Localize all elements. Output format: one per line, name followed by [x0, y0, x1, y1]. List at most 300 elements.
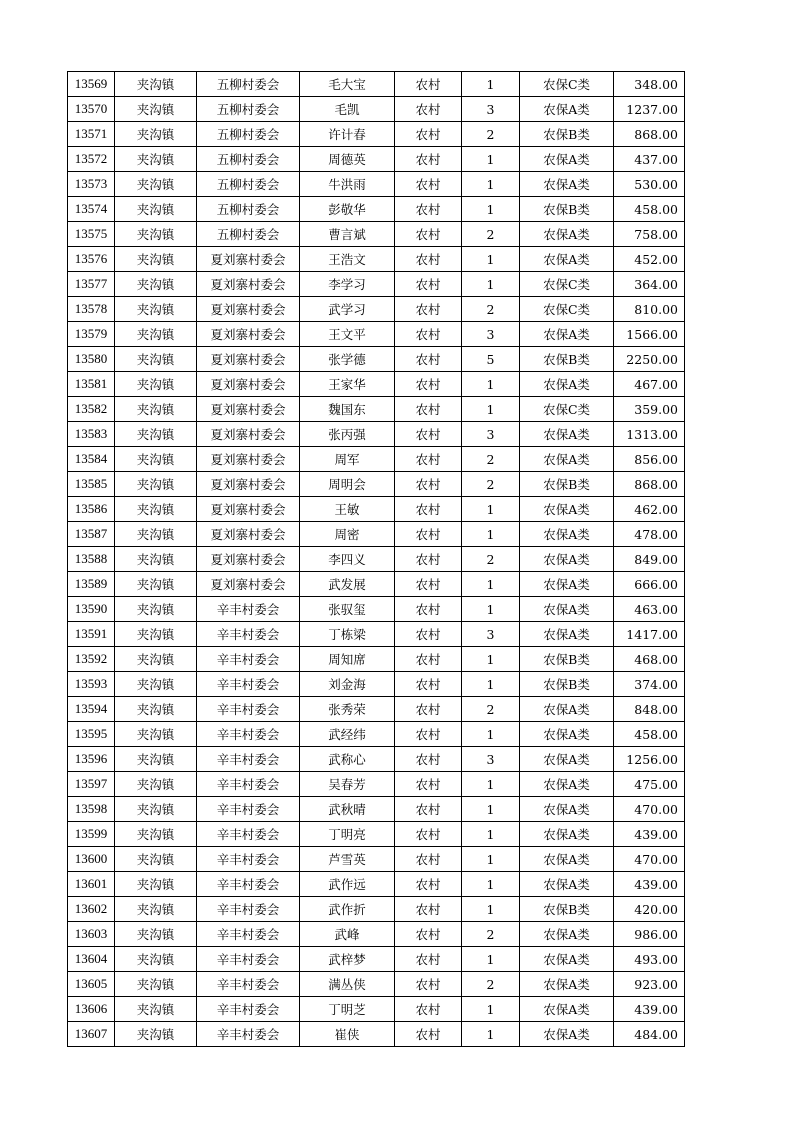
table-row [68, 522, 685, 547]
cell-amount: 758.00 [614, 222, 685, 247]
cell-household-size: 1 [462, 172, 520, 197]
cell-amount: 475.00 [614, 772, 685, 797]
table-row [68, 397, 685, 422]
cell-insurance-class: 农保A类 [520, 522, 614, 547]
cell-insurance-class: 农保A类 [520, 747, 614, 772]
cell-town: 夹沟镇 [115, 597, 197, 622]
table-row [68, 547, 685, 572]
cell-area-type: 农村 [395, 72, 462, 97]
table-row [68, 497, 685, 522]
cell-name: 满丛侠 [300, 972, 395, 997]
cell-town: 夹沟镇 [115, 972, 197, 997]
cell-household-size: 1 [462, 247, 520, 272]
table-body [68, 72, 685, 1047]
table-row [68, 847, 685, 872]
cell-insurance-class: 农保B类 [520, 347, 614, 372]
cell-record-id: 13582 [68, 397, 115, 422]
cell-area-type: 农村 [395, 572, 462, 597]
cell-town: 夹沟镇 [115, 772, 197, 797]
table-row [68, 97, 685, 122]
cell-village: 辛丰村委会 [197, 647, 300, 672]
cell-name: 牛洪雨 [300, 172, 395, 197]
cell-record-id: 13603 [68, 922, 115, 947]
cell-village: 夏刘寨村委会 [197, 522, 300, 547]
cell-amount: 463.00 [614, 597, 685, 622]
cell-record-id: 13585 [68, 472, 115, 497]
cell-area-type: 农村 [395, 697, 462, 722]
cell-town: 夹沟镇 [115, 672, 197, 697]
cell-record-id: 13581 [68, 372, 115, 397]
cell-village: 辛丰村委会 [197, 597, 300, 622]
cell-village: 辛丰村委会 [197, 947, 300, 972]
cell-amount: 470.00 [614, 797, 685, 822]
cell-record-id: 13593 [68, 672, 115, 697]
cell-insurance-class: 农保A类 [520, 872, 614, 897]
table-row [68, 297, 685, 322]
cell-village: 五柳村委会 [197, 72, 300, 97]
cell-area-type: 农村 [395, 647, 462, 672]
cell-household-size: 1 [462, 397, 520, 422]
cell-record-id: 13588 [68, 547, 115, 572]
cell-amount: 458.00 [614, 722, 685, 747]
cell-name: 武峰 [300, 922, 395, 947]
table-row [68, 797, 685, 822]
cell-village: 辛丰村委会 [197, 1022, 300, 1047]
cell-town: 夹沟镇 [115, 397, 197, 422]
cell-amount: 868.00 [614, 472, 685, 497]
table-row [68, 697, 685, 722]
cell-area-type: 农村 [395, 297, 462, 322]
cell-area-type: 农村 [395, 597, 462, 622]
cell-name: 吴春芳 [300, 772, 395, 797]
cell-town: 夹沟镇 [115, 997, 197, 1022]
cell-insurance-class: 农保B类 [520, 672, 614, 697]
cell-record-id: 13587 [68, 522, 115, 547]
cell-area-type: 农村 [395, 547, 462, 572]
cell-insurance-class: 农保A类 [520, 622, 614, 647]
cell-town: 夹沟镇 [115, 822, 197, 847]
cell-household-size: 1 [462, 522, 520, 547]
cell-amount: 437.00 [614, 147, 685, 172]
cell-village: 五柳村委会 [197, 122, 300, 147]
cell-insurance-class: 农保A类 [520, 572, 614, 597]
cell-household-size: 5 [462, 347, 520, 372]
cell-town: 夹沟镇 [115, 272, 197, 297]
cell-name: 武经纬 [300, 722, 395, 747]
cell-insurance-class: 农保A类 [520, 597, 614, 622]
cell-insurance-class: 农保B类 [520, 122, 614, 147]
cell-area-type: 农村 [395, 847, 462, 872]
cell-insurance-class: 农保C类 [520, 72, 614, 97]
cell-record-id: 13604 [68, 947, 115, 972]
cell-record-id: 13597 [68, 772, 115, 797]
cell-town: 夹沟镇 [115, 697, 197, 722]
cell-household-size: 1 [462, 947, 520, 972]
cell-village: 辛丰村委会 [197, 972, 300, 997]
cell-name: 周军 [300, 447, 395, 472]
cell-town: 夹沟镇 [115, 322, 197, 347]
cell-name: 武称心 [300, 747, 395, 772]
cell-name: 李学习 [300, 272, 395, 297]
table-row [68, 447, 685, 472]
cell-insurance-class: 农保A类 [520, 247, 614, 272]
table-row [68, 922, 685, 947]
cell-record-id: 13602 [68, 897, 115, 922]
cell-town: 夹沟镇 [115, 547, 197, 572]
cell-name: 武梓梦 [300, 947, 395, 972]
cell-household-size: 2 [462, 547, 520, 572]
cell-amount: 666.00 [614, 572, 685, 597]
cell-area-type: 农村 [395, 997, 462, 1022]
cell-household-size: 1 [462, 822, 520, 847]
cell-household-size: 2 [462, 922, 520, 947]
cell-insurance-class: 农保B类 [520, 647, 614, 672]
cell-village: 辛丰村委会 [197, 822, 300, 847]
cell-area-type: 农村 [395, 772, 462, 797]
cell-record-id: 13606 [68, 997, 115, 1022]
cell-name: 王文平 [300, 322, 395, 347]
cell-name: 丁明芝 [300, 997, 395, 1022]
cell-area-type: 农村 [395, 147, 462, 172]
cell-village: 五柳村委会 [197, 147, 300, 172]
table-row [68, 322, 685, 347]
cell-record-id: 13578 [68, 297, 115, 322]
cell-town: 夹沟镇 [115, 497, 197, 522]
cell-name: 王敏 [300, 497, 395, 522]
cell-amount: 452.00 [614, 247, 685, 272]
cell-area-type: 农村 [395, 172, 462, 197]
cell-amount: 849.00 [614, 547, 685, 572]
cell-area-type: 农村 [395, 722, 462, 747]
table-row [68, 947, 685, 972]
cell-insurance-class: 农保A类 [520, 922, 614, 947]
cell-village: 辛丰村委会 [197, 847, 300, 872]
cell-insurance-class: 农保A类 [520, 797, 614, 822]
cell-area-type: 农村 [395, 672, 462, 697]
cell-record-id: 13570 [68, 97, 115, 122]
cell-amount: 478.00 [614, 522, 685, 547]
cell-household-size: 1 [462, 997, 520, 1022]
cell-name: 王家华 [300, 372, 395, 397]
cell-amount: 1313.00 [614, 422, 685, 447]
cell-amount: 1237.00 [614, 97, 685, 122]
cell-name: 彭敬华 [300, 197, 395, 222]
cell-amount: 1417.00 [614, 622, 685, 647]
cell-record-id: 13607 [68, 1022, 115, 1047]
cell-name: 武发展 [300, 572, 395, 597]
cell-area-type: 农村 [395, 947, 462, 972]
cell-amount: 462.00 [614, 497, 685, 522]
cell-name: 崔侠 [300, 1022, 395, 1047]
cell-name: 魏国东 [300, 397, 395, 422]
cell-village: 辛丰村委会 [197, 622, 300, 647]
cell-amount: 439.00 [614, 872, 685, 897]
cell-town: 夹沟镇 [115, 622, 197, 647]
cell-name: 丁栋梁 [300, 622, 395, 647]
cell-amount: 493.00 [614, 947, 685, 972]
cell-town: 夹沟镇 [115, 447, 197, 472]
cell-village: 夏刘寨村委会 [197, 247, 300, 272]
cell-town: 夹沟镇 [115, 947, 197, 972]
cell-village: 夏刘寨村委会 [197, 547, 300, 572]
cell-name: 毛凯 [300, 97, 395, 122]
cell-insurance-class: 农保A类 [520, 772, 614, 797]
cell-area-type: 农村 [395, 397, 462, 422]
table-row [68, 647, 685, 672]
cell-record-id: 13572 [68, 147, 115, 172]
cell-town: 夹沟镇 [115, 1022, 197, 1047]
cell-household-size: 1 [462, 772, 520, 797]
cell-record-id: 13579 [68, 322, 115, 347]
cell-name: 芦雪英 [300, 847, 395, 872]
cell-name: 毛大宝 [300, 72, 395, 97]
cell-town: 夹沟镇 [115, 847, 197, 872]
cell-insurance-class: 农保A类 [520, 722, 614, 747]
table-row [68, 997, 685, 1022]
cell-insurance-class: 农保A类 [520, 222, 614, 247]
cell-village: 夏刘寨村委会 [197, 572, 300, 597]
cell-town: 夹沟镇 [115, 422, 197, 447]
cell-town: 夹沟镇 [115, 797, 197, 822]
cell-name: 王浩文 [300, 247, 395, 272]
cell-name: 刘金海 [300, 672, 395, 697]
cell-village: 辛丰村委会 [197, 722, 300, 747]
cell-household-size: 1 [462, 897, 520, 922]
cell-insurance-class: 农保A类 [520, 422, 614, 447]
cell-household-size: 3 [462, 322, 520, 347]
cell-insurance-class: 农保A类 [520, 947, 614, 972]
cell-name: 武秋晴 [300, 797, 395, 822]
cell-record-id: 13591 [68, 622, 115, 647]
data-table [67, 71, 685, 1047]
table-row [68, 1022, 685, 1047]
cell-area-type: 农村 [395, 272, 462, 297]
cell-village: 夏刘寨村委会 [197, 322, 300, 347]
cell-amount: 868.00 [614, 122, 685, 147]
table-row [68, 422, 685, 447]
table-row [68, 747, 685, 772]
cell-area-type: 农村 [395, 122, 462, 147]
cell-insurance-class: 农保A类 [520, 147, 614, 172]
cell-village: 夏刘寨村委会 [197, 347, 300, 372]
cell-town: 夹沟镇 [115, 172, 197, 197]
cell-household-size: 1 [462, 572, 520, 597]
cell-insurance-class: 农保A类 [520, 497, 614, 522]
cell-town: 夹沟镇 [115, 222, 197, 247]
cell-insurance-class: 农保A类 [520, 172, 614, 197]
cell-area-type: 农村 [395, 322, 462, 347]
cell-village: 辛丰村委会 [197, 697, 300, 722]
cell-area-type: 农村 [395, 822, 462, 847]
cell-amount: 856.00 [614, 447, 685, 472]
cell-amount: 374.00 [614, 672, 685, 697]
cell-insurance-class: 农保A类 [520, 372, 614, 397]
cell-village: 辛丰村委会 [197, 747, 300, 772]
cell-village: 辛丰村委会 [197, 772, 300, 797]
table-row [68, 372, 685, 397]
cell-household-size: 1 [462, 722, 520, 747]
cell-town: 夹沟镇 [115, 522, 197, 547]
cell-town: 夹沟镇 [115, 722, 197, 747]
cell-village: 夏刘寨村委会 [197, 497, 300, 522]
cell-name: 武学习 [300, 297, 395, 322]
cell-insurance-class: 农保A类 [520, 1022, 614, 1047]
cell-household-size: 1 [462, 647, 520, 672]
cell-village: 夏刘寨村委会 [197, 272, 300, 297]
cell-town: 夹沟镇 [115, 297, 197, 322]
table-row [68, 347, 685, 372]
cell-household-size: 2 [462, 697, 520, 722]
cell-area-type: 农村 [395, 922, 462, 947]
cell-area-type: 农村 [395, 872, 462, 897]
cell-town: 夹沟镇 [115, 347, 197, 372]
cell-town: 夹沟镇 [115, 372, 197, 397]
cell-area-type: 农村 [395, 347, 462, 372]
cell-town: 夹沟镇 [115, 147, 197, 172]
cell-amount: 848.00 [614, 697, 685, 722]
table-row [68, 247, 685, 272]
cell-record-id: 13574 [68, 197, 115, 222]
cell-village: 辛丰村委会 [197, 922, 300, 947]
cell-household-size: 2 [462, 297, 520, 322]
cell-household-size: 3 [462, 622, 520, 647]
cell-record-id: 13576 [68, 247, 115, 272]
cell-name: 周明会 [300, 472, 395, 497]
table-row [68, 122, 685, 147]
cell-household-size: 2 [462, 472, 520, 497]
cell-amount: 420.00 [614, 897, 685, 922]
cell-household-size: 3 [462, 422, 520, 447]
table-row [68, 172, 685, 197]
cell-area-type: 农村 [395, 447, 462, 472]
cell-record-id: 13592 [68, 647, 115, 672]
cell-amount: 1256.00 [614, 747, 685, 772]
cell-name: 张秀荣 [300, 697, 395, 722]
cell-name: 张丙强 [300, 422, 395, 447]
cell-amount: 439.00 [614, 822, 685, 847]
cell-insurance-class: 农保A类 [520, 322, 614, 347]
cell-insurance-class: 农保B类 [520, 472, 614, 497]
table-row [68, 72, 685, 97]
cell-record-id: 13596 [68, 747, 115, 772]
cell-household-size: 1 [462, 197, 520, 222]
cell-town: 夹沟镇 [115, 197, 197, 222]
cell-town: 夹沟镇 [115, 572, 197, 597]
cell-village: 夏刘寨村委会 [197, 472, 300, 497]
cell-area-type: 农村 [395, 497, 462, 522]
cell-village: 辛丰村委会 [197, 872, 300, 897]
cell-town: 夹沟镇 [115, 472, 197, 497]
cell-village: 夏刘寨村委会 [197, 447, 300, 472]
cell-village: 辛丰村委会 [197, 797, 300, 822]
cell-town: 夹沟镇 [115, 747, 197, 772]
cell-insurance-class: 农保A类 [520, 997, 614, 1022]
cell-insurance-class: 农保A类 [520, 697, 614, 722]
cell-village: 辛丰村委会 [197, 997, 300, 1022]
cell-area-type: 农村 [395, 247, 462, 272]
cell-amount: 1566.00 [614, 322, 685, 347]
cell-town: 夹沟镇 [115, 922, 197, 947]
table-row [68, 822, 685, 847]
table-row [68, 222, 685, 247]
cell-amount: 923.00 [614, 972, 685, 997]
cell-insurance-class: 农保A类 [520, 547, 614, 572]
cell-name: 周德英 [300, 147, 395, 172]
cell-amount: 484.00 [614, 1022, 685, 1047]
cell-amount: 439.00 [614, 997, 685, 1022]
cell-record-id: 13569 [68, 72, 115, 97]
cell-insurance-class: 农保C类 [520, 397, 614, 422]
cell-record-id: 13571 [68, 122, 115, 147]
cell-insurance-class: 农保C类 [520, 272, 614, 297]
table-row [68, 672, 685, 697]
cell-area-type: 农村 [395, 472, 462, 497]
table-row [68, 147, 685, 172]
cell-area-type: 农村 [395, 797, 462, 822]
cell-household-size: 1 [462, 797, 520, 822]
cell-area-type: 农村 [395, 422, 462, 447]
table-row [68, 272, 685, 297]
cell-record-id: 13583 [68, 422, 115, 447]
table-row [68, 897, 685, 922]
cell-village: 辛丰村委会 [197, 672, 300, 697]
cell-amount: 2250.00 [614, 347, 685, 372]
cell-name: 周密 [300, 522, 395, 547]
cell-area-type: 农村 [395, 622, 462, 647]
cell-record-id: 13605 [68, 972, 115, 997]
cell-record-id: 13586 [68, 497, 115, 522]
cell-household-size: 1 [462, 72, 520, 97]
cell-household-size: 1 [462, 372, 520, 397]
cell-record-id: 13589 [68, 572, 115, 597]
cell-village: 夏刘寨村委会 [197, 422, 300, 447]
cell-name: 武作远 [300, 872, 395, 897]
cell-amount: 470.00 [614, 847, 685, 872]
table-row [68, 197, 685, 222]
cell-name: 武作折 [300, 897, 395, 922]
cell-name: 曹言斌 [300, 222, 395, 247]
cell-insurance-class: 农保C类 [520, 297, 614, 322]
cell-town: 夹沟镇 [115, 872, 197, 897]
cell-record-id: 13595 [68, 722, 115, 747]
cell-amount: 348.00 [614, 72, 685, 97]
cell-record-id: 13599 [68, 822, 115, 847]
cell-town: 夹沟镇 [115, 247, 197, 272]
cell-household-size: 1 [462, 497, 520, 522]
cell-village: 五柳村委会 [197, 222, 300, 247]
cell-village: 夏刘寨村委会 [197, 397, 300, 422]
table-row [68, 722, 685, 747]
cell-area-type: 农村 [395, 747, 462, 772]
cell-household-size: 3 [462, 97, 520, 122]
cell-amount: 458.00 [614, 197, 685, 222]
table-row [68, 572, 685, 597]
cell-household-size: 1 [462, 1022, 520, 1047]
cell-record-id: 13594 [68, 697, 115, 722]
cell-record-id: 13577 [68, 272, 115, 297]
cell-insurance-class: 农保A类 [520, 972, 614, 997]
cell-record-id: 13600 [68, 847, 115, 872]
cell-village: 五柳村委会 [197, 197, 300, 222]
cell-amount: 810.00 [614, 297, 685, 322]
cell-household-size: 2 [462, 447, 520, 472]
cell-household-size: 1 [462, 672, 520, 697]
cell-area-type: 农村 [395, 372, 462, 397]
cell-amount: 530.00 [614, 172, 685, 197]
cell-village: 夏刘寨村委会 [197, 372, 300, 397]
cell-amount: 364.00 [614, 272, 685, 297]
cell-record-id: 13601 [68, 872, 115, 897]
